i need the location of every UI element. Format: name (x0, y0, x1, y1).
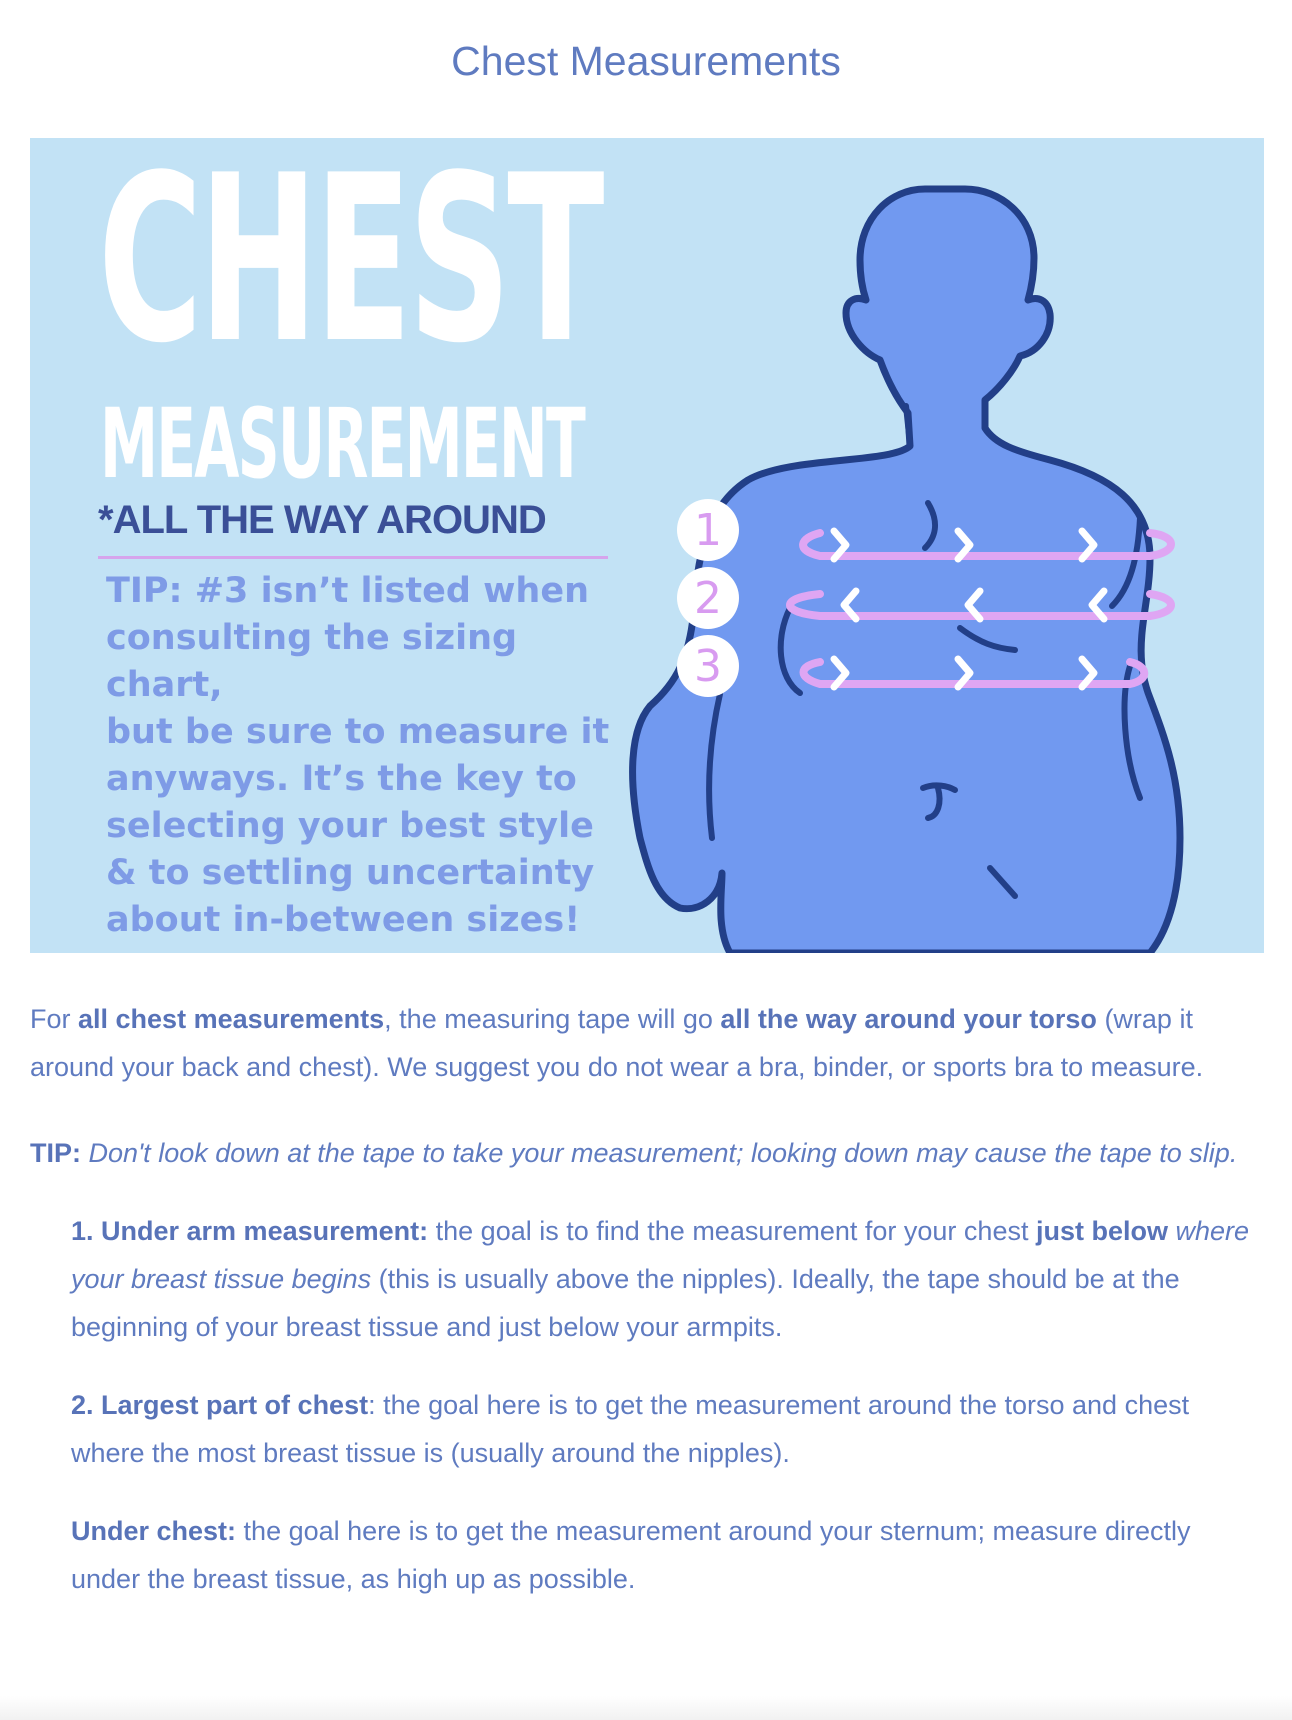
step-label: Under chest: (71, 1516, 237, 1546)
neck-line-left (906, 406, 910, 444)
banner-tip: TIP: #3 isn’t listed when consulting the sizing chart, but be sure to measure it anyways. It’s the key to selecting your best style & to settling uncertainty about in-between sizes! (106, 571, 610, 940)
chest-measurement-banner (30, 138, 1264, 953)
page-title: Chest Measurements (451, 38, 841, 84)
step-text: (this is usually above the nipples). Ideally, the tape should be at the beginning of your breast tissue and just below your armpits. (71, 1264, 1180, 1342)
step-italic: where your breast tissue begins (71, 1216, 1250, 1294)
measurement-instructions (30, 995, 1264, 1603)
intro-paragraph (30, 995, 1264, 1091)
bottom-fade (0, 1696, 1292, 1720)
step-text: the goal is to find the measurement for your chest (428, 1216, 1036, 1246)
intro-text: , the measuring tape will go (384, 1004, 721, 1034)
marker-2 (677, 567, 739, 629)
marker-2-label: 2 (694, 573, 722, 624)
banner-note: *ALL THE WAY AROUND (98, 498, 546, 542)
step-text: the goal here is to get the measurement around your sternum; measure directly under the breast tissue, as high up as possible. (71, 1516, 1191, 1594)
intro-text: (wrap it around your back and chest). We suggest you do not wear a bra, binder, or sports bra to measure. (30, 1004, 1204, 1082)
step-emphasis: just below (1035, 1216, 1168, 1246)
banner-headline: CHEST (98, 138, 601, 394)
intro-emphasis: all the way around your torso (720, 1004, 1097, 1034)
marker-1-label: 1 (694, 505, 722, 556)
marker-1 (677, 499, 739, 561)
step-largest-part (30, 1381, 1264, 1477)
intro-emphasis: all chest measurements (78, 1004, 385, 1034)
step-label: 2. Largest part of chest (71, 1390, 369, 1420)
step-text: : the goal here is to get the measurement around the torso and chest where the most breast tissue is (usually around the nipples). (71, 1390, 1190, 1468)
tip-paragraph (30, 1129, 1264, 1177)
step-under-chest (30, 1507, 1264, 1603)
intro-text: For (30, 1004, 79, 1034)
tip-text: Don't look down at the tape to take your measurement; looking down may cause the tape to slip. (81, 1138, 1238, 1168)
banner-subheadline: MEASUREMENT (100, 388, 584, 500)
marker-3-label: 3 (694, 641, 722, 692)
step-label: 1. Under arm measurement: (71, 1216, 429, 1246)
marker-3 (677, 635, 739, 697)
tip-label: TIP: (30, 1138, 81, 1168)
torso-illustration (30, 138, 1264, 953)
step-under-arm (30, 1207, 1264, 1351)
